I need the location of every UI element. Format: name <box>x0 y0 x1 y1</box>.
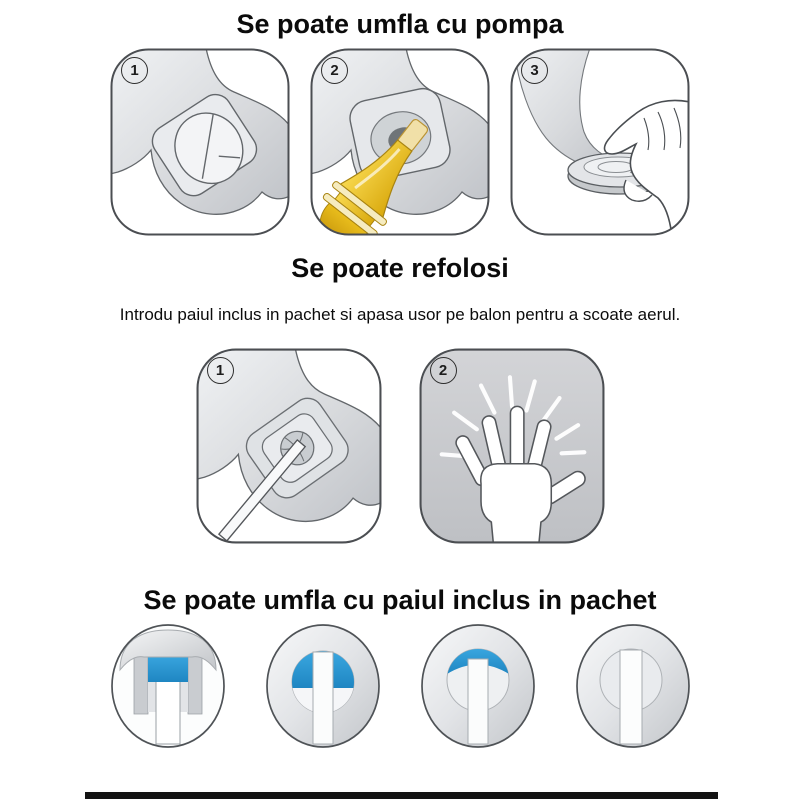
step-number-badge: 1 <box>121 57 148 84</box>
bottom-divider-bar <box>85 792 718 799</box>
valve-straw-side-channels-icon <box>263 622 383 754</box>
reuse-step-2-panel <box>419 348 605 544</box>
valve-stage-4 <box>573 622 693 754</box>
valve-stage-3 <box>418 622 538 754</box>
step-number-badge: 2 <box>321 57 348 84</box>
pump-step-1-panel <box>110 48 290 236</box>
step-number-badge: 3 <box>521 57 548 84</box>
valve-straw-no-air-icon <box>573 622 693 754</box>
pump-section-title: Se poate umfla cu pompa <box>236 9 564 39</box>
reuse-step-1-panel <box>196 348 382 544</box>
pump-steps-row <box>0 48 800 236</box>
valve-stage-1 <box>108 622 228 754</box>
valve-straw-air-pocket-icon <box>418 622 538 754</box>
pump-step-3-panel <box>510 48 690 236</box>
straw-section-title: Se poate umfla cu paiul inclus in pachet <box>143 584 657 615</box>
step-number-badge: 2 <box>430 357 457 384</box>
reuse-steps-row <box>0 348 800 544</box>
valve-cross-section-straw-seated-icon <box>108 622 228 754</box>
reuse-instruction-text: Introdu paiul inclus in pachet si apasa usor pe balon pentru a scoate aerul. <box>119 304 681 324</box>
reuse-section-title: Se poate refolosi <box>291 252 509 283</box>
valve-stages-row <box>0 622 800 754</box>
valve-stage-2 <box>263 622 383 754</box>
step-number-badge: 1 <box>207 357 234 384</box>
pump-step-2-panel <box>310 48 490 236</box>
